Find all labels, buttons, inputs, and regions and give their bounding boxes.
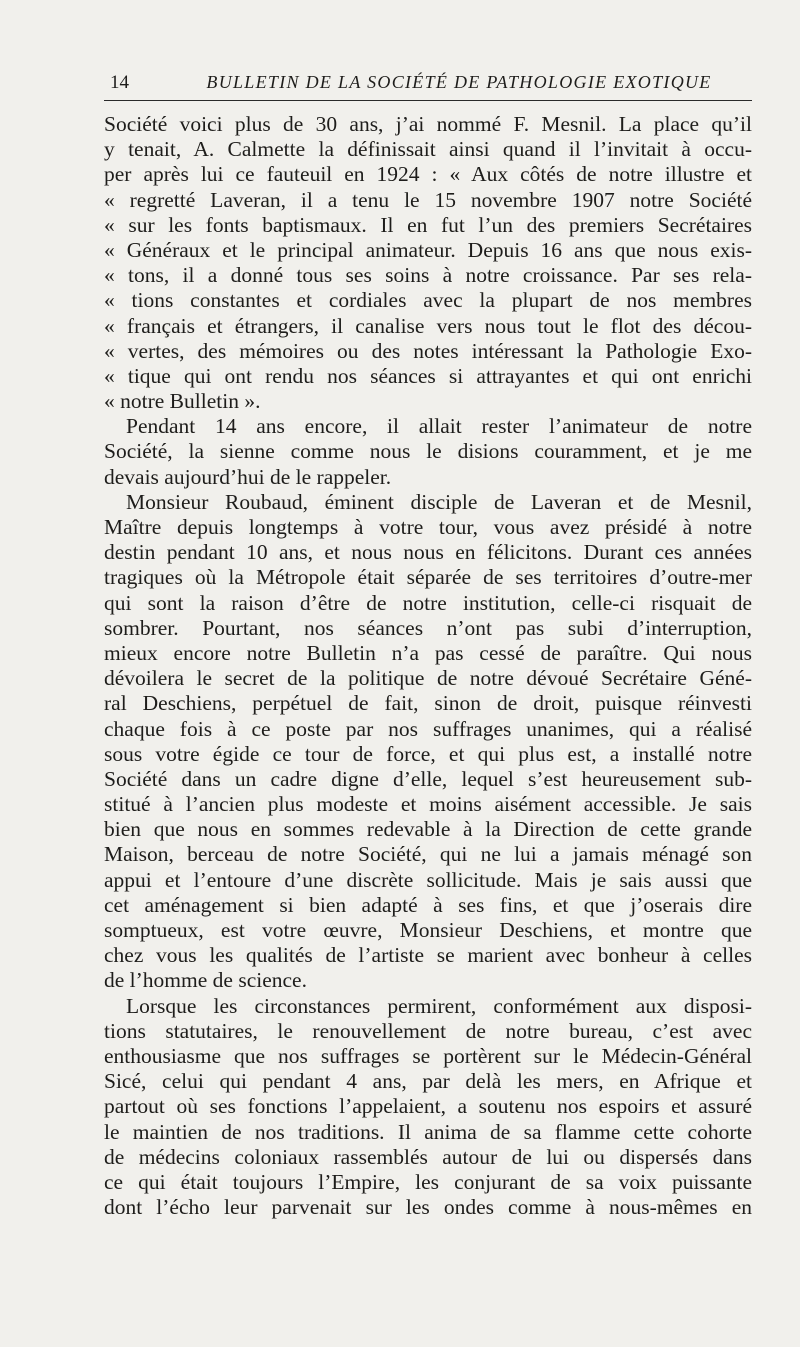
text-line: bien que nous en sommes redevable à la Direction de cette grande [104,817,752,842]
text-line: stitué à l’ancien plus modeste et moins aisément accessible. Je sais [104,792,752,817]
running-title: BULLETIN DE LA SOCIÉTÉ DE PATHOLOGIE EXOTIQUE [206,72,712,92]
text-line: « sur les fonts baptismaux. Il en fut l’un des premiers Secrétaires [104,212,752,237]
text-line: partout où ses fonctions l’appelaient, a soutenu nos espoirs et assuré [104,1094,752,1119]
text-line: appui et l’entoure d’une discrète sollicitude. Mais je sais aussi que [104,867,752,892]
text-line: « notre Bulletin ». [104,389,261,414]
body-text [104,112,752,1220]
text-line: « tons, il a donné tous ses soins à notre croissance. Par ses rela- [104,263,752,288]
text-line: sous votre égide ce tour de force, et qui plus est, a installé notre [104,741,752,766]
text-line: « français et étrangers, il canalise vers nous tout le flot des décou- [104,313,752,338]
text-line: chaque fois à ce poste par nos suffrages unanimes, qui a réalisé [104,716,752,741]
text-line: « Généraux et le principal animateur. Depuis 16 ans que nous exis- [104,237,752,262]
text-line: tions statutaires, le renouvellement de notre bureau, c’est avec [104,1018,752,1043]
text-line: Lorsque les circonstances permirent, conformément aux disposi- [126,993,752,1018]
text-line: cet aménagement si bien adapté à ses fins, et que j’oserais dire [104,892,752,917]
text-line: ral Deschiens, perpétuel de fait, sinon de droit, puisque réinvesti [104,691,752,716]
text-line: Société, la sienne comme nous le disions couramment, et je me [104,439,752,464]
text-line: « regretté Laveran, il a tenu le 15 novembre 1907 notre Société [104,187,752,212]
text-line: « tions constantes et cordiales avec la plupart de nos membres [104,288,752,313]
text-line: tragiques où la Métropole était séparée de ses territoires d’outre-mer [104,565,752,590]
text-line: Pendant 14 ans encore, il allait rester l’animateur de notre [126,414,752,439]
text-line: « tique qui ont rendu nos séances si attrayantes et qui ont enrichi [104,363,752,388]
text-line: de l’homme de science. [104,968,307,993]
text-line: Société dans un cadre digne d’elle, lequel s’est heureusement sub- [104,766,752,791]
text-line: devais aujourd’hui de le rappeler. [104,464,392,489]
text-line: Société voici plus de 30 ans, j’ai nommé F. Mesnil. La place qu’il [104,112,752,136]
text-line: Monsieur Roubaud, éminent disciple de Laveran et de Mesnil, [126,489,752,514]
text-line: de médecins coloniaux rassemblés autour de lui ou dispersés dans [104,1144,752,1169]
text-line: mieux encore notre Bulletin n’a pas cessé de paraître. Qui nous [104,640,752,665]
text-line: y tenait, A. Calmette la définissait ainsi quand il l’invitait à occu- [104,137,752,162]
text-line: « vertes, des mémoires ou des notes intéressant la Pathologie Exo- [104,338,752,363]
text-line: dévoilera le secret de la politique de notre dévoué Secrétaire Géné- [104,666,752,691]
text-line: chez vous les qualités de l’artiste se marient avec bonheur à celles [104,943,752,968]
text-line: ce qui était toujours l’Empire, les conjurant de sa voix puissante [104,1169,752,1194]
text-line: destin pendant 10 ans, et nous nous en félicitons. Durant ces années [104,540,752,565]
page-number: 14 [110,72,129,93]
running-header [104,66,752,101]
text-line: somptueux, est votre œuvre, Monsieur Deschiens, et montre que [104,918,752,942]
text-line: dont l’écho leur parvenait sur les ondes comme à nous-mêmes en [104,1195,752,1220]
text-line: qui sont la raison d’être de notre institution, celle-ci risquait de [104,590,752,615]
text-line: enthousiasme que nos suffrages se portèrent sur le Médecin-Général [104,1043,752,1068]
text-line: Sicé, celui qui pendant 4 ans, par delà les mers, en Afrique et [104,1069,752,1094]
text-line: le maintien de nos traditions. Il anima de sa flamme cette cohorte [104,1119,752,1144]
text-line: per après lui ce fauteuil en 1924 : « Aux côtés de notre illustre et [104,162,752,187]
text-line: sombrer. Pourtant, nos séances n’ont pas subi d’interruption, [104,615,752,640]
text-line: Maître depuis longtemps à votre tour, vous avez présidé à notre [104,515,752,539]
text-line: Maison, berceau de notre Société, qui ne lui a jamais ménagé son [104,842,752,867]
